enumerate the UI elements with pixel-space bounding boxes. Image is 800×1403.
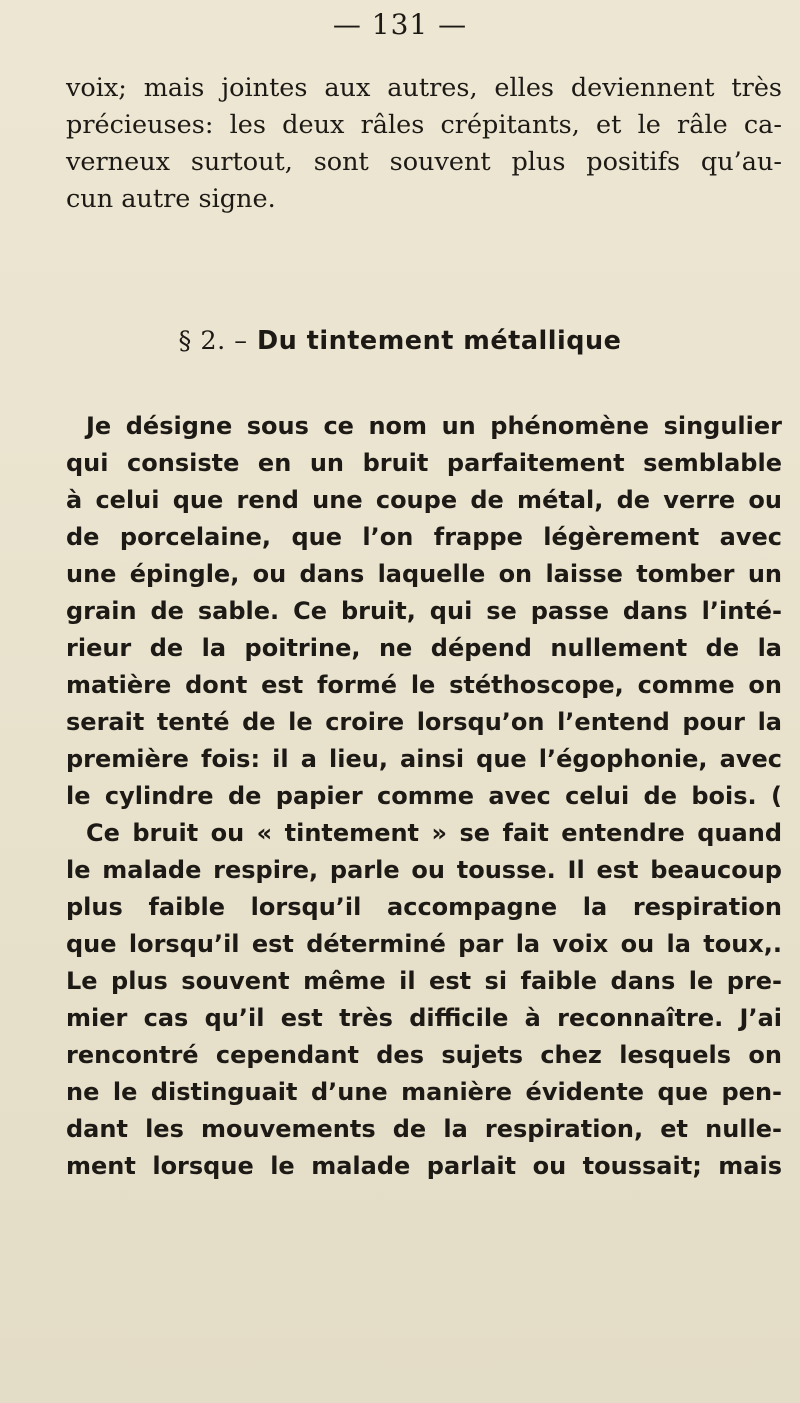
text-line: ne le distinguait d’une manière évidente que pen-: [66, 1078, 782, 1106]
text-line: Ce bruit ou « tintement » se fait entendre quand: [86, 819, 782, 847]
text-line: verneux surtout, sont souvent plus positifs qu’au-: [66, 147, 782, 177]
section-title: Du tintement métallique: [256, 326, 622, 356]
text-line: ment lorsque le malade parlait ou toussait; mais: [66, 1152, 782, 1180]
text-line: précieuses: les deux râles crépitants, et le râle ca-: [66, 110, 782, 140]
text-line: Je désigne sous ce nom un phénomène singulier: [86, 412, 782, 440]
text-line: serait tenté de le croire lorsqu’on l’entend pour la: [66, 708, 782, 736]
main-paragraph: [66, 408, 782, 1185]
top-paragraph: [66, 70, 782, 218]
text-line: première fois: il a lieu, ainsi que l’égophonie, avec: [66, 745, 782, 773]
page-number: — 131 —: [332, 8, 468, 41]
text-line: Le plus souvent même il est si faible dans le pre-: [66, 967, 782, 995]
text-line: rencontré cependant des sujets chez lesquels on: [66, 1041, 782, 1069]
text-line: grain de sable. Ce bruit, qui se passe dans l’inté-: [66, 597, 782, 625]
text-line: de porcelaine, que l’on frappe légèrement avec: [66, 523, 782, 551]
text-line: mier cas qu’il est très difficile à reconnaître. J’ai: [66, 1004, 782, 1032]
text-line: à celui que rend une coupe de métal, de verre ou: [66, 486, 782, 514]
section-heading: [0, 326, 800, 356]
text-line: rieur de la poitrine, ne dépend nullement de la: [66, 634, 782, 662]
text-line: cun autre signe.: [66, 184, 276, 214]
text-line: dant les mouvements de la respiration, et nulle-: [66, 1115, 782, 1143]
text-line: voix; mais jointes aux autres, elles deviennent très: [66, 73, 782, 103]
text-line: une épingle, ou dans laquelle on laisse tomber un: [66, 560, 782, 588]
text-line: plus faible lorsqu’il accompagne la respiration: [66, 893, 782, 921]
text-line: le cylindre de papier comme avec celui de bois. (: [66, 782, 782, 810]
section-number: § 2. –: [178, 326, 248, 356]
text-line: matière dont est formé le stéthoscope, comme on: [66, 671, 782, 699]
text-line: le malade respire, parle ou tousse. Il est beaucoup: [66, 856, 782, 884]
text-line: qui consiste en un bruit parfaitement semblable: [66, 449, 782, 477]
text-line: que lorsqu’il est déterminé par la voix ou la toux,.: [66, 930, 782, 958]
